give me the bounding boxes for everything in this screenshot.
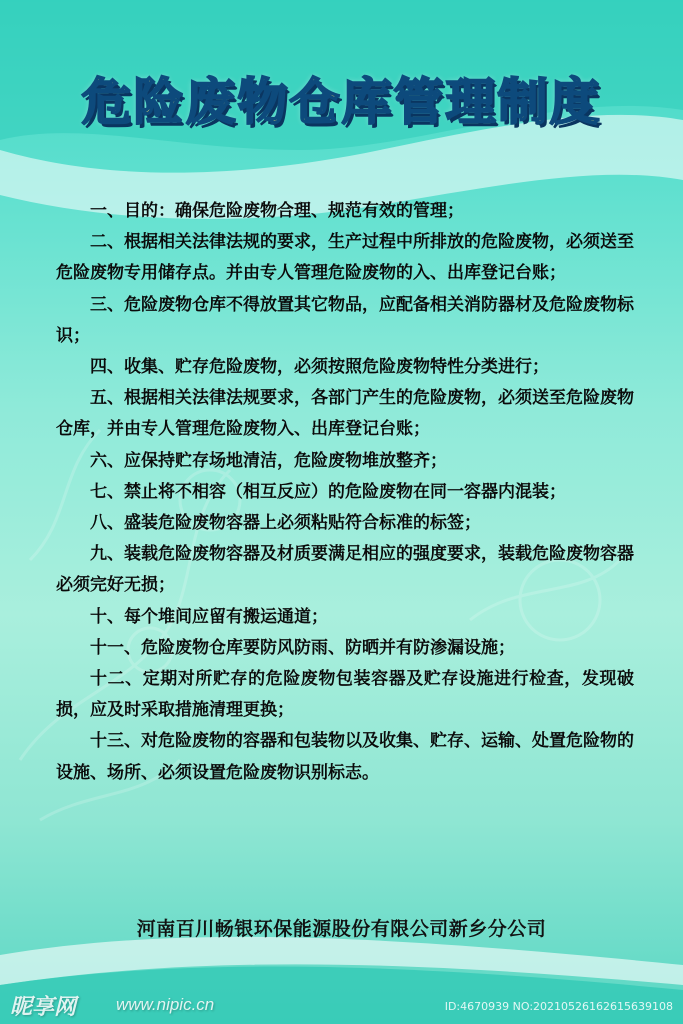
rule-item: 五、根据相关法律法规要求，各部门产生的危险废物，必须送至危险废物仓库，并由专人管理危险废物入、出库登记台账；: [56, 388, 634, 440]
rule-item: 二、根据相关法律法规的要求，生产过程中所排放的危险废物，必须送至危险废物专用储存点。并由专人管理危险废物的入、出库登记台账；: [56, 232, 634, 284]
rule-item: 一、目的：确保危险废物合理、规范有效的管理；: [90, 201, 464, 221]
rule-item: 十二、定期对所贮存的危险废物包装容器及贮存设施进行检查，发现破损，应及时采取措施清理更换；: [56, 669, 634, 721]
company-name: 河南百川畅银环保能源股份有限公司新乡分公司: [136, 918, 547, 940]
watermark-url: www.nipic.cn: [116, 995, 215, 1014]
rule-item: 三、危险废物仓库不得放置其它物品，应配备相关消防器材及危险废物标识；: [56, 294, 634, 346]
watermark-logo: 昵享网: [10, 995, 77, 1020]
watermark-id: ID:4670939 NO:20210526162615639108: [444, 1000, 673, 1013]
rule-item: 七、禁止将不相容（相互反应）的危险废物在同一容器内混装；: [90, 481, 566, 502]
rule-item: 十一、危险废物仓库要防风防雨、防晒并有防渗漏设施；: [90, 637, 515, 658]
rules-list: [56, 196, 634, 789]
rule-item: 八、盛装危险废物容器上必须粘贴符合标准的标签；: [90, 513, 481, 534]
rule-item: 四、收集、贮存危险废物，必须按照危险废物特性分类进行；: [90, 357, 549, 378]
rule-item: 六、应保持贮存场地清洁，危险废物堆放整齐；: [90, 450, 447, 471]
poster-title: 危险废物仓库管理制度: [81, 73, 602, 131]
rule-item: 十、每个堆间应留有搬运通道；: [90, 606, 328, 627]
rule-item: 十三、对危险废物的容器和包装物以及收集、贮存、运输、处置危险物的设施、场所、必须设置危险废物识别标志。: [56, 731, 634, 783]
rule-item: 九、装载危险废物容器及材质要满足相应的强度要求，装载危险废物容器必须完好无损；: [56, 544, 634, 596]
